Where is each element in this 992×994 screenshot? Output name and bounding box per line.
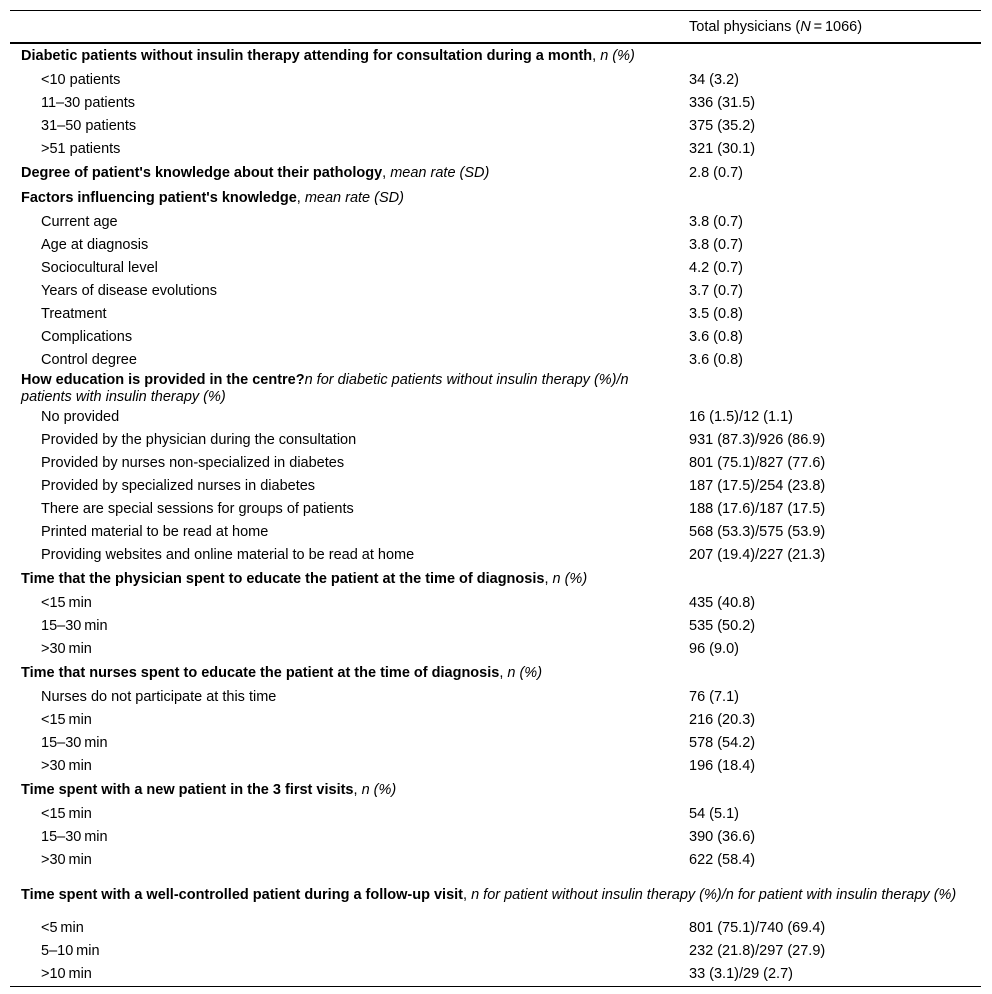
section-label-cell — [10, 661, 678, 686]
table-row — [10, 303, 981, 326]
section-row — [10, 778, 981, 803]
row-value-cell: 188 (17.6)/187 (17.5) — [689, 501, 826, 517]
row-value-cell: 535 (50.2) — [689, 618, 756, 634]
row-value-cell: 3.8 (0.7) — [689, 214, 743, 230]
section-value-cell: 2.8 (0.7) — [689, 165, 743, 181]
row-label-cell: 15–30 min — [41, 829, 108, 845]
row-value-cell: 187 (17.5)/254 (23.8) — [689, 478, 826, 494]
row-label-cell: >30 min — [41, 758, 92, 774]
row-value-cell: 931 (87.3)/926 (86.9) — [689, 432, 826, 448]
section-row — [10, 161, 981, 186]
section-unit: n (%) — [361, 782, 397, 798]
table-row — [10, 115, 981, 138]
section-row — [10, 661, 981, 686]
row-label-cell: Complications — [41, 329, 133, 345]
table-container — [10, 10, 981, 987]
table-row — [10, 917, 981, 940]
table-row — [10, 849, 981, 872]
row-value-cell: 801 (75.1)/827 (77.6) — [689, 455, 826, 471]
table-row — [10, 498, 981, 521]
section-label-cell — [10, 372, 678, 406]
table-row — [10, 280, 981, 303]
section-label-cell — [10, 872, 981, 917]
row-value-cell: 568 (53.3)/575 (53.9) — [689, 524, 826, 540]
section-row — [10, 186, 981, 211]
header-value-n: N — [800, 18, 811, 35]
section-title: Diabetic patients without insulin therapy attending for consultation during a month — [21, 48, 593, 64]
section-separator: , — [592, 48, 601, 64]
section-label-cell — [10, 778, 678, 803]
section-title: Time that nurses spent to educate the patient at the time of diagnosis — [21, 665, 500, 681]
row-label-cell: <5 min — [41, 920, 84, 936]
row-value-cell: 321 (30.1) — [689, 141, 756, 157]
section-unit: n (%) — [507, 665, 543, 681]
section-value-cell — [678, 186, 981, 211]
row-label-cell: <15 min — [41, 595, 92, 611]
section-separator: , — [382, 165, 391, 181]
row-label-cell: 15–30 min — [41, 735, 108, 751]
section-value-cell — [678, 43, 981, 69]
table-body — [10, 43, 981, 987]
row-value-cell: 196 (18.4) — [689, 758, 756, 774]
section-value-cell — [678, 778, 981, 803]
table-row — [10, 349, 981, 372]
table-row — [10, 544, 981, 567]
section-title: Degree of patient's knowledge about their pathology — [21, 165, 383, 181]
section-title: Time spent with a new patient in the 3 first visits — [21, 782, 354, 798]
row-value-cell: 4.2 (0.7) — [689, 260, 743, 276]
row-value-cell: 336 (31.5) — [689, 95, 756, 111]
row-value-cell: 3.5 (0.8) — [689, 306, 743, 322]
table-row — [10, 406, 981, 429]
section-unit: n for patient without insulin therapy (%)/n for patient with insulin therapy (%) — [471, 887, 957, 903]
row-value-cell: 76 (7.1) — [689, 689, 739, 705]
section-unit: n for diabetic patients without insulin therapy (%)/n patients with insulin therapy (%) — [21, 372, 629, 405]
row-value-cell: 3.8 (0.7) — [689, 237, 743, 253]
row-label-cell: <15 min — [41, 712, 92, 728]
table-row — [10, 475, 981, 498]
section-unit: mean rate (SD) — [390, 165, 490, 181]
header-value-prefix: Total physicians ( — [689, 18, 801, 35]
table-row — [10, 615, 981, 638]
row-value-cell: 3.6 (0.8) — [689, 352, 743, 368]
section-separator: , — [296, 190, 305, 206]
table-row — [10, 638, 981, 661]
table-row — [10, 69, 981, 92]
row-value-cell: 16 (1.5)/12 (1.1) — [689, 409, 793, 425]
section-label-cell — [10, 186, 678, 211]
table-row — [10, 755, 981, 778]
section-label-cell — [10, 567, 678, 592]
section-unit: n (%) — [552, 571, 588, 587]
row-label-cell: Current age — [41, 214, 118, 230]
row-label-cell: Provided by specialized nurses in diabetes — [41, 478, 316, 494]
table-row — [10, 429, 981, 452]
section-separator: , — [544, 571, 553, 587]
table-row — [10, 257, 981, 280]
table-row — [10, 963, 981, 987]
table-row — [10, 592, 981, 615]
table-row — [10, 92, 981, 115]
row-value-cell: 232 (21.8)/297 (27.9) — [689, 943, 826, 959]
header-label-cell — [10, 11, 678, 44]
section-row — [10, 43, 981, 69]
row-value-cell: 34 (3.2) — [689, 72, 739, 88]
row-value-cell: 207 (19.4)/227 (21.3) — [689, 547, 826, 563]
row-value-cell: 390 (36.6) — [689, 829, 756, 845]
row-label-cell: Providing websites and online material to be read at home — [41, 547, 415, 563]
row-label-cell: Control degree — [41, 352, 137, 368]
row-label-cell: >51 patients — [41, 141, 121, 157]
row-value-cell: 3.6 (0.8) — [689, 329, 743, 345]
row-label-cell: Age at diagnosis — [41, 237, 149, 253]
table-row — [10, 211, 981, 234]
header-value-suffix: = 1066) — [810, 18, 863, 35]
section-separator: , — [463, 887, 472, 903]
section-separator: , — [499, 665, 508, 681]
row-label-cell: Provided by the physician during the consultation — [41, 432, 357, 448]
section-value-cell — [678, 567, 981, 592]
row-label-cell: Provided by nurses non-specialized in diabetes — [41, 455, 345, 471]
section-separator: , — [353, 782, 362, 798]
row-label-cell: 15–30 min — [41, 618, 108, 634]
row-label-cell: There are special sessions for groups of patients — [41, 501, 354, 517]
row-label-cell: Sociocultural level — [41, 260, 158, 276]
row-label-cell: <15 min — [41, 806, 92, 822]
physician-survey-table — [10, 10, 981, 987]
section-unit: n (%) — [600, 48, 635, 64]
section-title: Factors influencing patient's knowledge — [21, 190, 297, 206]
row-label-cell: >30 min — [41, 641, 92, 657]
header-row — [10, 11, 981, 44]
row-label-cell: Years of disease evolutions — [41, 283, 217, 299]
row-value-cell: 375 (35.2) — [689, 118, 756, 134]
section-value-cell — [678, 372, 981, 406]
table-row — [10, 452, 981, 475]
row-value-cell: 3.7 (0.7) — [689, 283, 743, 299]
row-label-cell: >30 min — [41, 852, 92, 868]
table-row — [10, 234, 981, 257]
section-value-cell — [678, 661, 981, 686]
row-label-cell: 31–50 patients — [41, 118, 137, 134]
table-row — [10, 803, 981, 826]
row-label-cell: 5–10 min — [41, 943, 100, 959]
row-label-cell: <10 patients — [41, 72, 121, 88]
row-label-cell: 11–30 patients — [41, 95, 136, 111]
section-title: Time that the physician spent to educate the patient at the time of diagnosis — [21, 571, 545, 587]
row-label-cell: Printed material to be read at home — [41, 524, 269, 540]
section-row — [10, 567, 981, 592]
table-row — [10, 826, 981, 849]
section-unit: mean rate (SD) — [304, 190, 404, 206]
row-label-cell: Treatment — [41, 306, 107, 322]
table-row — [10, 940, 981, 963]
table-row — [10, 521, 981, 544]
section-row — [10, 372, 981, 406]
row-value-cell: 96 (9.0) — [689, 641, 739, 657]
row-value-cell: 216 (20.3) — [689, 712, 756, 728]
section-label-cell — [10, 43, 678, 69]
row-label-cell: No provided — [41, 409, 120, 425]
section-label-cell — [10, 161, 678, 186]
section-title: How education is provided in the centre? — [21, 372, 305, 388]
table-row — [10, 138, 981, 161]
section-row — [10, 872, 981, 917]
section-title: Time spent with a well-controlled patient during a follow-up visit — [21, 887, 464, 903]
header-value-cell — [678, 11, 981, 44]
row-value-cell: 622 (58.4) — [689, 852, 756, 868]
table-row — [10, 326, 981, 349]
row-value-cell: 33 (3.1)/29 (2.7) — [689, 966, 793, 982]
row-value-cell: 54 (5.1) — [689, 806, 739, 822]
table-row — [10, 732, 981, 755]
row-value-cell: 578 (54.2) — [689, 735, 756, 751]
row-value-cell: 801 (75.1)/740 (69.4) — [689, 920, 826, 936]
row-label-cell: >10 min — [41, 966, 92, 982]
table-header — [10, 11, 981, 44]
row-value-cell: 435 (40.8) — [689, 595, 756, 611]
row-label-cell: Nurses do not participate at this time — [41, 689, 277, 705]
table-row — [10, 709, 981, 732]
table-row — [10, 686, 981, 709]
